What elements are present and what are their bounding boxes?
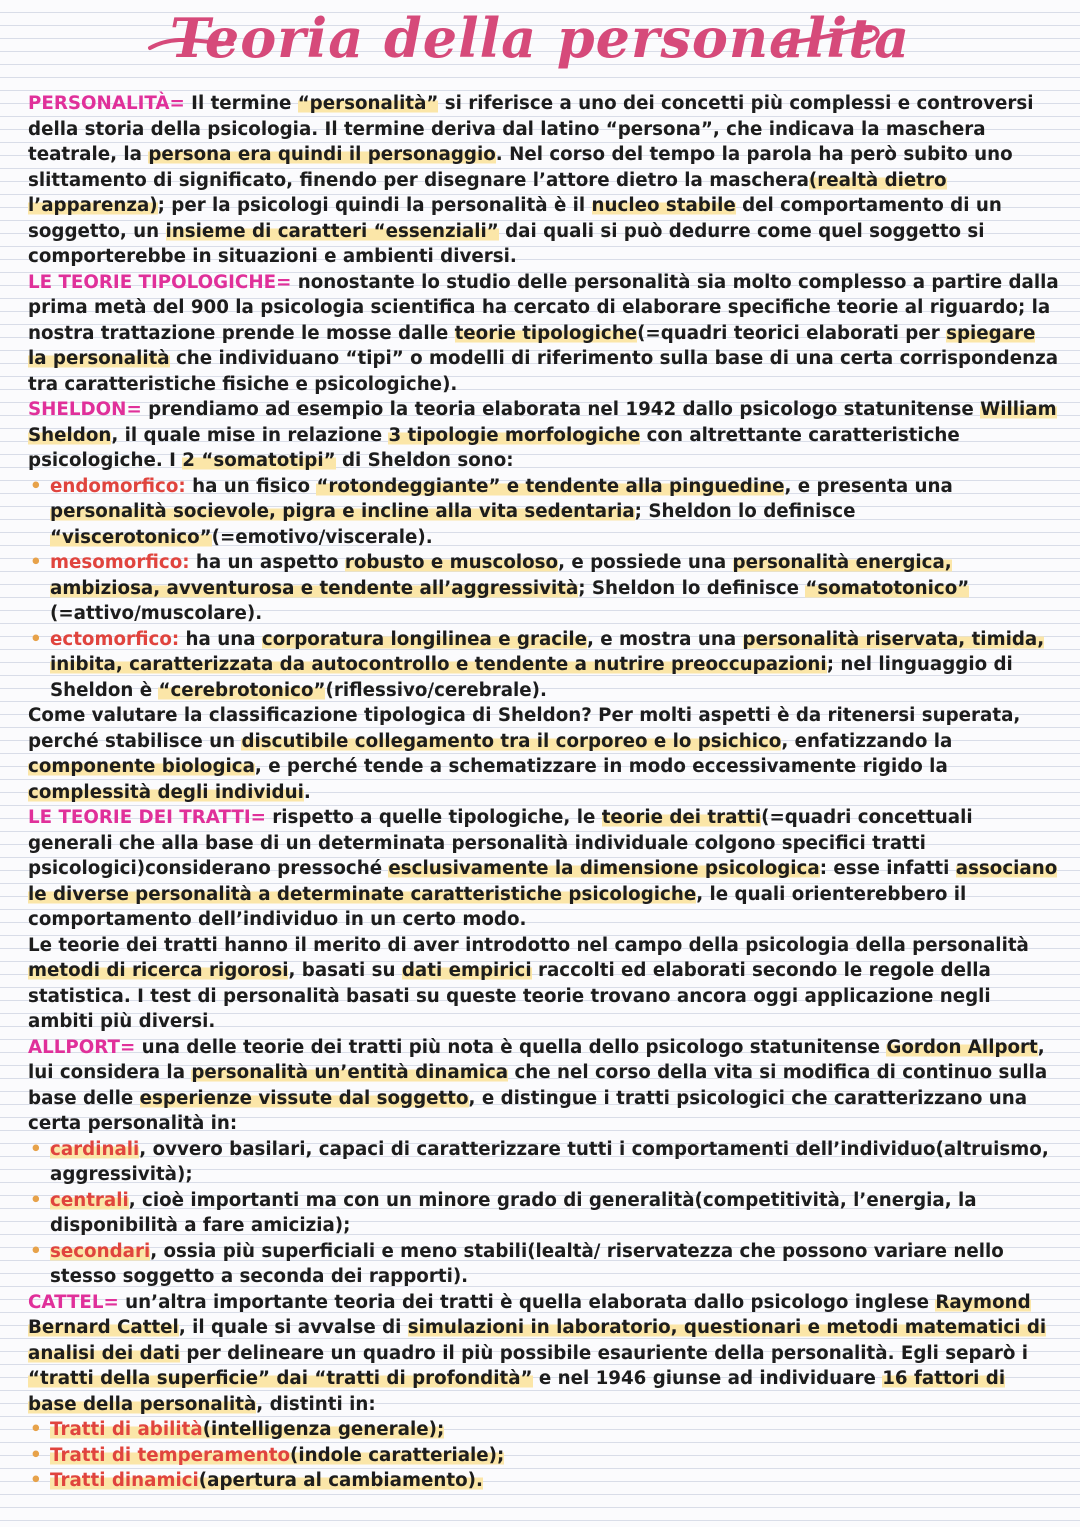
paragraph-valutazione xyxy=(28,703,1060,805)
highlight: nucleo stabile xyxy=(591,195,736,216)
text: Il termine xyxy=(184,93,298,114)
paragraph-allport xyxy=(28,1035,1060,1137)
term: Tratti di abilità xyxy=(50,1419,203,1440)
highlight: esclusivamente la dimensione psicologica xyxy=(388,858,820,879)
list-item xyxy=(50,1468,1060,1494)
page-title: Teoria della personalita xyxy=(169,6,911,70)
text: e nel 1946 giunse ad individuare xyxy=(532,1368,883,1389)
title-area xyxy=(0,4,1080,84)
highlight: “cerebrotonico” xyxy=(158,679,326,701)
text: ha un fisico xyxy=(185,475,317,497)
text: di Sheldon sono: xyxy=(335,450,514,471)
list-item xyxy=(50,1417,1060,1443)
term: mesomorfico: xyxy=(50,552,190,573)
highlight: “tratti della superficie” dai “tratti di profondità” xyxy=(28,1368,533,1389)
highlight: insieme di caratteri “essenziali” xyxy=(165,220,499,242)
text: nonostante lo studio delle personalità sia molto complesso a partire dalla prima metà del 900 la psicologia scientifica ha cercato di elaborare specifiche teorie al riguardo; la nostra trattazione prende le mosse dalle xyxy=(28,271,1059,344)
text: (riflessivo/cerebrale). xyxy=(325,679,547,701)
text: , le quali orienterebbero il comportamento dell’individuo in un certo modo. xyxy=(28,883,967,930)
heading-allport: ALLPORT= xyxy=(28,1036,136,1058)
highlight: Raymond Bernard Cattel xyxy=(28,1291,1031,1338)
text: del comportamento di un soggetto, un xyxy=(28,195,1002,242)
text: ; nel linguaggio di Sheldon è xyxy=(50,654,1013,701)
text: una delle teorie dei tratti più nota è quella dello psicologo statunitense xyxy=(135,1036,887,1058)
text: , ossia più superficiali e meno stabili(lealtà/ riservatezza che possono variare nello stesso soggetto a seconda dei rapporti). xyxy=(50,1240,1004,1287)
text: , distinti in: xyxy=(256,1393,376,1415)
text: Le teorie dei tratti hanno il merito di aver introdotto nel campo della psicologia della personalità xyxy=(28,934,1029,956)
text: , e presenta una xyxy=(784,475,953,497)
highlight: “viscerotonico” xyxy=(50,526,212,548)
text: un’altra importante teoria dei tratti è quella elaborata dallo psicologo inglese xyxy=(118,1291,936,1313)
highlight: associano le diverse personalità a determinate caratteristiche psicologiche xyxy=(28,858,1058,905)
text: rispetto a quelle tipologiche, le xyxy=(265,807,602,828)
text: , e distingue i tratti psicologici che caratterizzano una certa personalità in: xyxy=(28,1087,1028,1134)
highlight: robusto e muscoloso xyxy=(344,552,559,573)
text: raccolti ed elaborati secondo le regole della statistica. I test di personalità basati su queste teorie trovano ancora oggi applicazione negli ambiti più diversi. xyxy=(28,960,991,1032)
heading-teorie-tratti: LE TEORIE DEI TRATTI= xyxy=(28,807,266,828)
text: (indole caratteriale); xyxy=(290,1444,505,1466)
text: . Nel corso del tempo la parola ha però subito uno slittamento di significato, finendo per disegnare l’attore dietro la maschera xyxy=(28,144,1013,191)
term: cardinali xyxy=(50,1138,140,1160)
text: , ovvero basilari, capaci di caratterizzare tutti i comportamenti dell’individuo(altruismo, aggressività); xyxy=(50,1138,1049,1185)
paragraph-teorie-tratti xyxy=(28,805,1060,933)
text: (=quadri concettuali generali che alla base di un determinata personalità individuale colgono specifici tratti psicologici)considerano pressoché xyxy=(28,807,973,879)
text: . xyxy=(303,781,311,803)
highlight: “somatotonico” xyxy=(805,577,970,599)
list-item xyxy=(50,550,1060,627)
text: : esse infatti xyxy=(819,858,956,879)
text: (intelligenza generale); xyxy=(202,1419,445,1440)
notes-body xyxy=(28,91,1060,1494)
heading-teorie-tipologiche: LE TEORIE TIPOLOGICHE= xyxy=(28,271,292,293)
text: ; per la psicologi quindi la personalità è il xyxy=(157,195,592,216)
heading-cattel: CATTEL= xyxy=(28,1291,119,1313)
text: (=attivo/muscolare). xyxy=(50,603,263,624)
text: , lui considera la xyxy=(28,1036,1045,1083)
text: ha una xyxy=(179,628,262,650)
heading-personalita: PERSONALITÀ= xyxy=(28,93,185,114)
highlight: complessità degli individui xyxy=(28,781,304,803)
highlight: personalità riservata, timida, inibita, caratterizzata da autocontrollo e tendente a nutrire preoccupazioni xyxy=(50,628,1045,675)
text: dai quali si può dedurre come quel soggetto si comporterebbe in situazioni e ambienti diversi. xyxy=(28,220,985,267)
list-somatotipi xyxy=(28,474,1060,704)
text: , cioè importanti ma con un minore grado di generalità(competitività, l’energia, la disponibilità a fare amicizia); xyxy=(50,1189,977,1236)
text: , e mostra una xyxy=(587,628,743,650)
paragraph-teorie-tipologiche xyxy=(28,270,1060,398)
text: (=emotivo/viscerale). xyxy=(211,526,433,548)
term: ectomorfico: xyxy=(50,628,180,650)
list-item xyxy=(50,1443,1060,1469)
term: Tratti di temperamento xyxy=(50,1444,291,1466)
text: per delineare un quadro il più possibile esauriente della personalità. Egli separò i xyxy=(180,1342,1029,1364)
highlight: Gordon Allport xyxy=(886,1036,1038,1058)
text: , basati su xyxy=(288,960,402,981)
paragraph-cattel xyxy=(28,1290,1060,1418)
highlight: persona era quindi il personaggio xyxy=(148,144,496,165)
highlight: personalità un’entità dinamica xyxy=(191,1062,509,1083)
text: che individuano “tipi” o modelli di riferimento sulla base di una certa corrispondenza tra caratteristiche fisiche e psicologiche). xyxy=(28,348,1059,395)
highlight: simulazioni in laboratorio, questionari e metodi matematici di analisi dei dati xyxy=(28,1317,1047,1364)
highlight: dati empirici xyxy=(401,960,532,981)
highlight: 3 tipologie morfologiche xyxy=(388,424,641,446)
text: ha un aspetto xyxy=(189,552,345,573)
term: endomorfico: xyxy=(50,475,186,497)
heading-sheldon: SHELDON= xyxy=(28,399,142,420)
text: ; Sheldon lo definisce xyxy=(634,501,856,522)
highlight: esperienze vissute dal soggetto xyxy=(139,1087,469,1109)
text: ; Sheldon lo definisce xyxy=(578,577,806,599)
list-item xyxy=(50,1188,1060,1239)
highlight: 16 fattori di base della personalità xyxy=(28,1368,1006,1415)
text: si riferisce a uno dei concetti più complessi e controversi della storia della psicologia. Il termine deriva dal latino “persona”, che indicava la maschera teatrale, la xyxy=(28,93,1034,165)
paragraph-merito xyxy=(28,933,1060,1035)
text: prendiamo ad esempio la teoria elaborata nel 1942 dallo psicologo statunitense xyxy=(141,399,981,420)
text: , e perché tende a schematizzare in modo eccessivamente rigido la xyxy=(254,756,948,777)
text: Come valutare la classificazione tipologica di Sheldon? Per molti aspetti è da ritenersi superata, perché stabilisce un xyxy=(28,705,1021,752)
text: (=quadri teorici elaborati per xyxy=(637,322,947,344)
highlight: (realtà dietro l’apparenza) xyxy=(28,169,947,216)
highlight: teorie dei tratti xyxy=(601,807,762,828)
text: (apertura al cambiamento). xyxy=(198,1470,483,1491)
highlight: William Sheldon xyxy=(28,399,1057,446)
term: Tratti dinamici xyxy=(50,1470,199,1491)
list-allport-tratti xyxy=(28,1137,1060,1290)
list-item xyxy=(50,474,1060,551)
highlight: spiegare la personalità xyxy=(28,322,1036,369)
paragraph-personalita xyxy=(28,91,1060,270)
text: che nel corso della vita si modifica di continuo sulla base delle xyxy=(28,1062,1048,1109)
list-item xyxy=(50,627,1060,704)
list-item xyxy=(50,1239,1060,1290)
highlight: discutibile collegamento tra il corporeo e lo psichico xyxy=(241,730,782,752)
text: , il quale si avvalse di xyxy=(178,1317,408,1338)
highlight: “rotondeggiante” e tendente alla pinguedine xyxy=(316,475,785,497)
term: secondari xyxy=(50,1240,151,1262)
term: centrali xyxy=(50,1189,129,1211)
highlight: personalità energica, ambiziosa, avventurosa e tendente all’aggressività xyxy=(50,552,952,599)
text: , e possiede una xyxy=(558,552,733,573)
highlight: componente biologica xyxy=(28,756,255,777)
highlight: 2 “somatotipi” xyxy=(182,450,336,471)
text: , il quale mise in relazione xyxy=(111,424,389,446)
list-cattel-fattori xyxy=(28,1417,1060,1494)
highlight: metodi di ricerca rigorosi xyxy=(28,960,289,981)
highlight: personalità socievole, pigra e incline alla vita sedentaria xyxy=(50,501,635,522)
highlight: corporatura longilinea e gracile xyxy=(261,628,588,650)
text: , enfatizzando la xyxy=(781,730,953,752)
paragraph-sheldon xyxy=(28,397,1060,474)
list-item xyxy=(50,1137,1060,1188)
text: con altrettante caratteristiche psicologiche. I xyxy=(28,424,960,471)
highlight: “personalità” xyxy=(297,93,439,114)
highlight: teorie tipologiche xyxy=(454,322,638,344)
